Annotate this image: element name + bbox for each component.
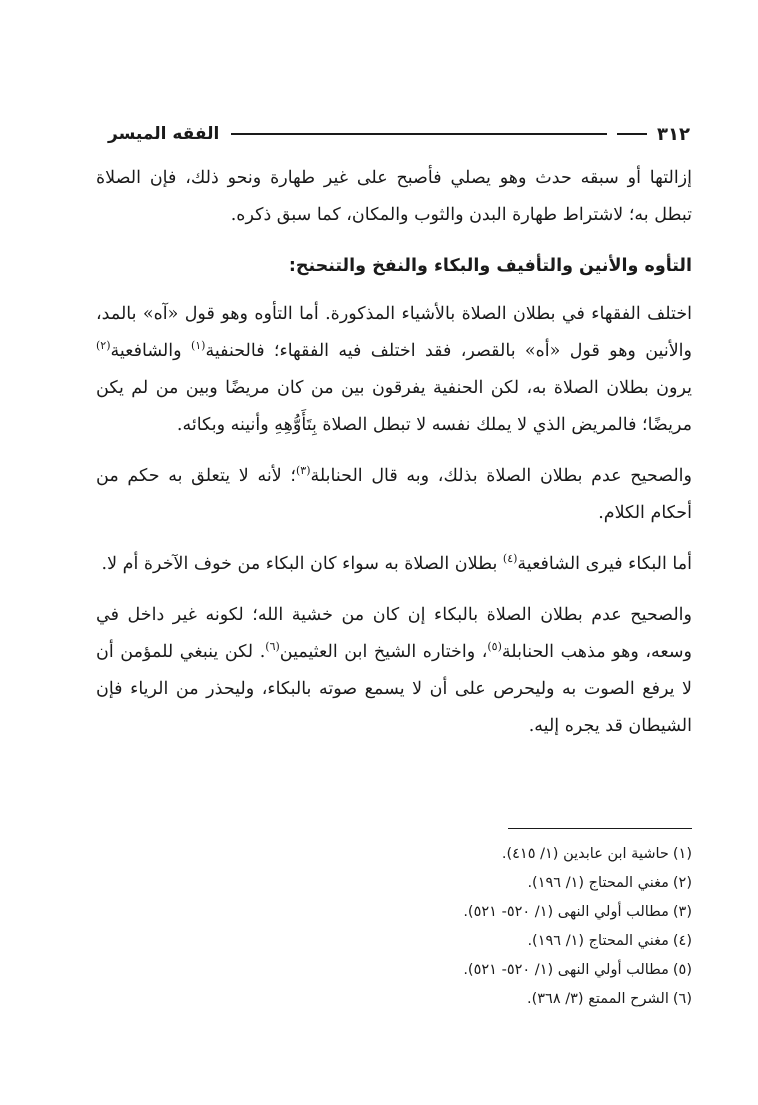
footnote-number: (١) (672, 846, 692, 862)
page-header (108, 117, 690, 151)
page-number: ٣١٢ (657, 123, 690, 145)
paragraph-continuation (96, 160, 692, 234)
paragraph-text: والصحيح عدم بطلان الصلاة بالبكاء إن كان من خشية الله؛ لكونه غير داخل في وسعه، وهو مذهب الحنابلة (96, 605, 692, 662)
footnote-item (96, 840, 692, 869)
footnote-ref-3[interactable]: (٣) (295, 464, 311, 478)
paragraph-text: ؛ لأنه لا يتعلق به حكم من أحكام الكلام. (96, 466, 692, 523)
paragraph-weeping-ruling (96, 597, 692, 745)
paragraph-text: أما البكاء فيرى الشافعية (517, 554, 692, 574)
paragraph-text: والشافعية (110, 341, 182, 361)
paragraph-text: يرون بطلان الصلاة به، لكن الحنفية يفرقون بين من كان مريضًا وبين من لم يكن مريضًا؛ فالمريض الذي لا يملك نفسه لا تبطل الصلاة بِتَأَوُّهِهِ وأنينه وبكائه. (96, 378, 692, 435)
footnote-divider (508, 828, 692, 829)
paragraph-text: . لكن ينبغي للمؤمن أن لا يرفع الصوت به وليحرص على أن لا يسمع صوته بالبكاء، وليحذر من الرياء فإن الشيطان قد يجره إليه. (96, 642, 692, 736)
paragraph-text: اختلف الفقهاء في بطلان الصلاة بالأشياء المذكورة. أما التأوه وهو قول «آه» بالمد، والأنين وهو قول «أه» بالقصر، فقد اختلف فيه الفقهاء؛ فالحنفية (96, 304, 692, 361)
paragraph-text: ، واختاره الشيخ ابن العثيمين (279, 642, 488, 662)
footnote-text: حاشية ابن عابدين (١/ ٤١٥). (501, 846, 669, 862)
footnote-number: (٢) (672, 875, 692, 891)
footnote-ref-4[interactable]: (٤) (502, 552, 518, 566)
footnote-number: (٦) (672, 991, 692, 1007)
footnote-item (96, 869, 692, 898)
header-rule-long (231, 133, 607, 135)
paragraph-weeping (96, 546, 692, 583)
footnote-ref-2[interactable]: (٢) (96, 339, 111, 353)
section-heading: التأوه والأنين والتأفيف والبكاء والنفخ والتنحنح: (288, 256, 692, 276)
footnote-text: مغني المحتاج (١/ ١٩٦). (527, 933, 669, 949)
footnote-text: مطالب أولي النهى (١/ ٥٢٠- ٥٢١). (463, 904, 669, 920)
footnote-item (96, 985, 692, 1014)
footnote-ref-5[interactable]: (٥) (487, 640, 502, 654)
footnote-text: الشرح الممتع (٣/ ٣٦٨). (526, 991, 669, 1007)
footnote-number: (٤) (672, 933, 692, 949)
paragraph-correct-view (96, 458, 692, 532)
footnote-item (96, 956, 692, 985)
paragraph-disagreement (96, 296, 692, 444)
footnote-ref-6[interactable]: (٦) (265, 640, 280, 654)
footnote-item (96, 927, 692, 956)
paragraph-text: والصحيح عدم بطلان الصلاة بذلك، وبه قال الحنابلة (310, 466, 692, 486)
footnote-ref-1[interactable]: (١) (190, 339, 206, 353)
book-title: الفقه الميسر (108, 124, 220, 144)
paragraph-text: بطلان الصلاة به سواء كان البكاء من خوف الآخرة أم لا. (101, 554, 498, 574)
footnote-text: مغني المحتاج (١/ ١٩٦). (527, 875, 669, 891)
header-rule-short (617, 133, 647, 135)
main-text (96, 160, 692, 745)
footnote-text: مطالب أولي النهى (١/ ٥٢٠- ٥٢١). (463, 962, 669, 978)
footnote-number: (٣) (672, 904, 692, 920)
paragraph-text: إزالتها أو سبقه حدث وهو يصلي فأصبح على غير طهارة ونحو ذلك، فإن الصلاة تبطل به؛ لاشتراط طهارة البدن والثوب والمكان، كما سبق ذكره. (96, 168, 692, 225)
footnotes-list (96, 840, 692, 1014)
footnote-item (96, 898, 692, 927)
footnote-number: (٥) (672, 962, 692, 978)
